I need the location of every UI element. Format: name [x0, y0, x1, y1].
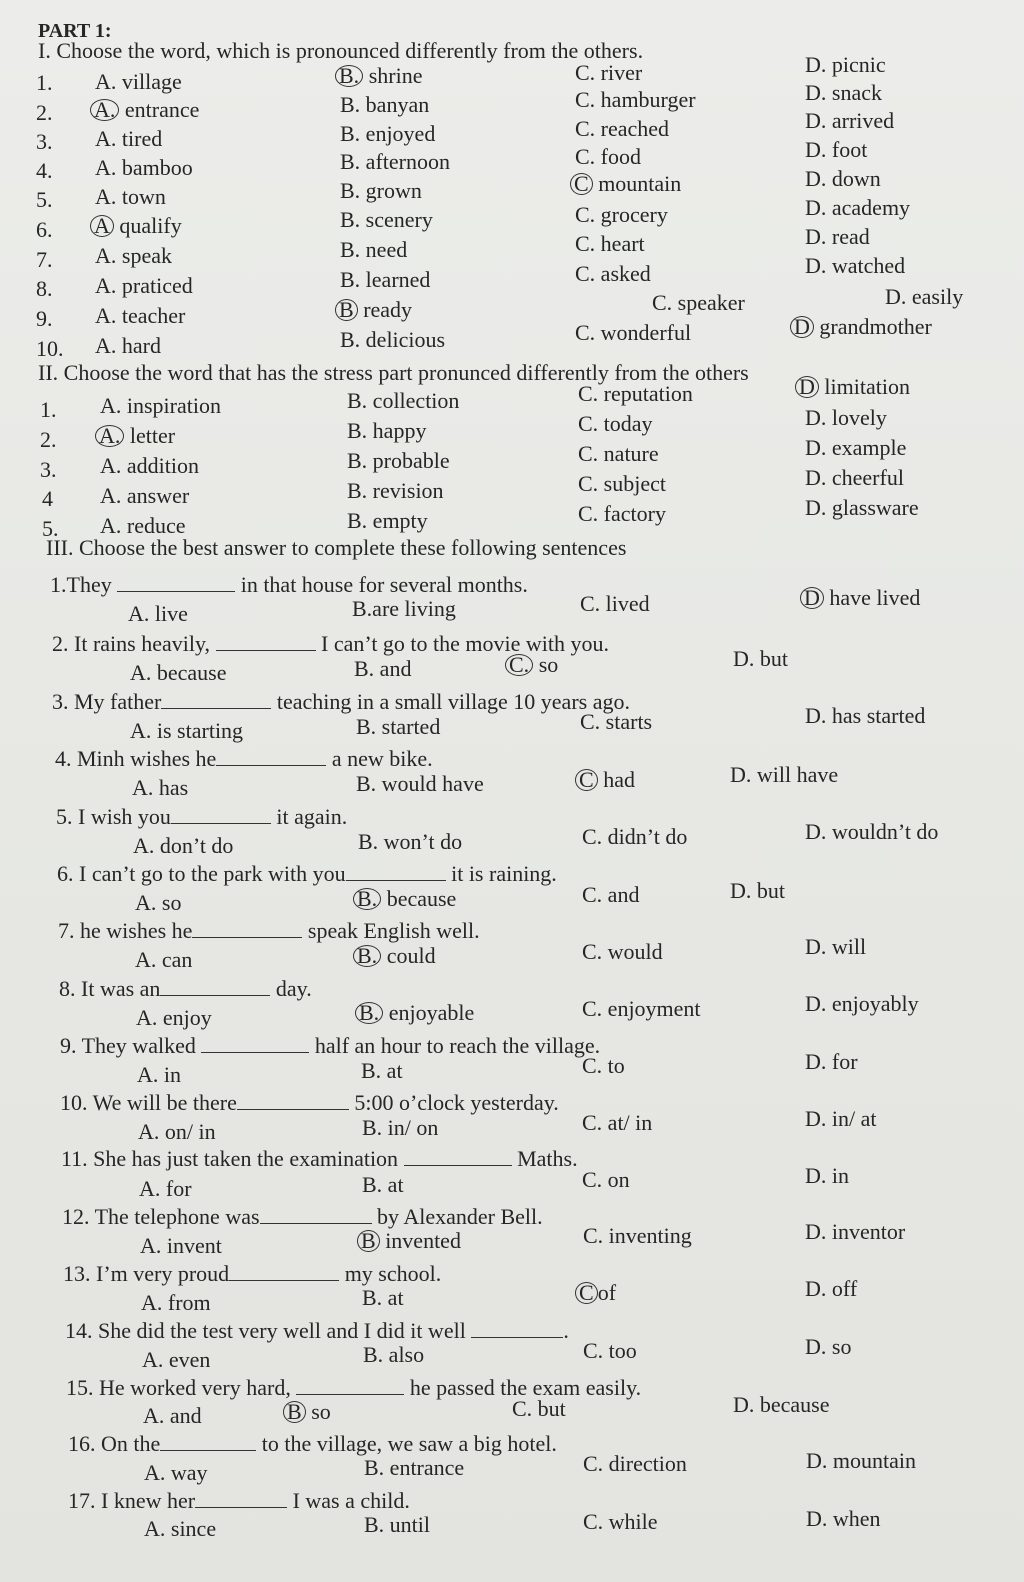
selected-answer-circle: B — [283, 1401, 306, 1423]
answer-blank[interactable] — [237, 1091, 349, 1110]
option-c: C. didn’t do — [582, 824, 688, 849]
option-a: A. even — [142, 1347, 211, 1372]
option-b: B. entrance — [364, 1455, 465, 1480]
question-stem: 17. I knew her I was a child. — [68, 1488, 410, 1513]
option-b: B so — [288, 1399, 331, 1425]
option-d: D have lived — [805, 585, 920, 611]
selected-answer-circle: A. — [90, 99, 119, 121]
question-stem: 5. I wish you it again. — [56, 804, 348, 829]
option-d: D. but — [730, 878, 785, 903]
option-b: B. until — [364, 1512, 431, 1537]
answer-blank[interactable] — [192, 919, 302, 938]
option-a: A. can — [135, 947, 193, 972]
option-c: C. too — [583, 1338, 637, 1363]
option-b: B. afternoon — [340, 149, 450, 174]
option-d: D. easily — [885, 284, 964, 309]
option-c: C. nature — [578, 441, 659, 466]
option-a: A. invent — [140, 1233, 222, 1258]
question-number: 1. — [36, 70, 53, 95]
option-a: A. letter — [100, 423, 175, 449]
option-c: C. factory — [578, 501, 666, 526]
question-stem: 4. Minh wishes he a new bike. — [55, 746, 433, 771]
selected-answer-circle: B. — [353, 888, 381, 910]
section1-heading: I. Choose the word, which is pronounced differently from the others. — [38, 38, 644, 63]
option-c: C mountain — [575, 171, 681, 197]
option-c: C. and — [582, 882, 640, 907]
option-d: D grandmother — [795, 314, 932, 340]
answer-blank[interactable] — [216, 632, 316, 651]
question-number: 1. — [40, 397, 57, 422]
option-b: B. won’t do — [358, 829, 463, 854]
option-b: B. could — [358, 943, 436, 969]
option-d: D. foot — [805, 137, 868, 162]
question-stem: 10. We will be there 5:00 o’clock yesterday. — [60, 1090, 559, 1115]
option-d: D limitation — [800, 374, 910, 400]
option-b: B. in/ on — [362, 1115, 439, 1140]
question-number: 5. — [36, 187, 53, 212]
option-a: A. is starting — [130, 718, 244, 743]
option-c: C. reputation — [578, 381, 693, 406]
answer-blank[interactable] — [117, 573, 235, 592]
option-c: C. at/ in — [582, 1110, 653, 1135]
option-b: B. enjoyable — [360, 1000, 474, 1026]
option-a: A. live — [128, 601, 188, 626]
option-b: B. also — [363, 1342, 425, 1367]
question-number: 8. — [36, 276, 53, 301]
question-stem: 13. I’m very proud my school. — [63, 1261, 442, 1286]
answer-blank[interactable] — [346, 862, 446, 881]
option-c: C. would — [582, 939, 663, 964]
option-a: A. village — [95, 69, 182, 94]
question-number: 2. — [40, 427, 57, 452]
selected-answer-circle: C — [575, 1282, 598, 1304]
option-c: C. wonderful — [575, 320, 692, 345]
answer-blank[interactable] — [161, 690, 271, 709]
option-c: C. to — [582, 1053, 625, 1078]
option-d: D. because — [733, 1392, 830, 1417]
option-a: A. has — [132, 775, 189, 800]
question-number: 2. — [36, 100, 53, 125]
option-a: A. for — [139, 1176, 192, 1201]
question-stem: 12. The telephone was by Alexander Bell. — [62, 1204, 543, 1229]
option-a: A. on/ in — [138, 1119, 216, 1144]
option-c: C. grocery — [575, 202, 668, 227]
selected-answer-circle: D — [795, 376, 819, 398]
option-c: C. today — [578, 411, 653, 436]
question-number: 3. — [40, 457, 57, 482]
answer-blank[interactable] — [201, 1034, 309, 1053]
option-c: C. enjoyment — [582, 996, 701, 1021]
answer-blank[interactable] — [195, 1489, 287, 1508]
part-title: PART 1: — [38, 20, 112, 42]
answer-blank[interactable] — [296, 1376, 404, 1395]
option-b: B. learned — [340, 267, 431, 292]
option-b: B. shrine — [340, 63, 422, 89]
selected-answer-circle: B — [357, 1230, 380, 1252]
answer-blank[interactable] — [216, 747, 326, 766]
option-b: B. revision — [347, 478, 444, 503]
question-stem: 15. He worked very hard, he passed the exam easily. — [66, 1375, 642, 1400]
option-a: A. in — [137, 1062, 181, 1087]
option-a: A. bamboo — [95, 155, 193, 180]
selected-answer-circle: B. — [353, 945, 381, 967]
option-a: A. enjoy — [136, 1005, 212, 1030]
option-d: D. lovely — [805, 405, 887, 430]
option-d: D. read — [805, 224, 870, 249]
option-c: C. subject — [578, 471, 666, 496]
question-stem: 3. My father teaching in a small village 10 years ago. — [52, 689, 630, 714]
option-b: B. scenery — [340, 207, 433, 232]
option-a: A qualify — [95, 213, 182, 239]
option-d: D. but — [733, 646, 788, 671]
question-stem: 16. On the to the village, we saw a big hotel. — [68, 1431, 557, 1456]
option-c: C. asked — [575, 261, 651, 286]
option-a: A. since — [144, 1516, 217, 1541]
option-b: B. enjoyed — [340, 121, 436, 146]
option-b: B invented — [362, 1228, 461, 1254]
selected-answer-circle: A. — [95, 425, 124, 447]
option-d: D. academy — [805, 195, 911, 220]
selected-answer-circle: B. — [355, 1002, 383, 1024]
option-d: D. cheerful — [805, 465, 904, 490]
selected-answer-circle: D — [790, 316, 814, 338]
option-c: C. but — [512, 1396, 566, 1421]
option-c: C. hamburger — [575, 87, 696, 112]
option-d: D. example — [805, 435, 907, 460]
option-a: A. way — [144, 1460, 208, 1485]
option-d: D. down — [805, 166, 881, 191]
answer-blank[interactable] — [471, 1319, 563, 1338]
option-b: B. at — [362, 1172, 404, 1197]
option-a: A. addition — [100, 453, 199, 478]
option-a: A. reduce — [100, 513, 186, 538]
option-a: A. speak — [95, 243, 172, 268]
question-number: 7. — [36, 247, 53, 272]
option-a: A. praticed — [95, 273, 193, 298]
option-a: A. entrance — [95, 97, 199, 123]
option-c: C. inventing — [583, 1223, 692, 1248]
option-b: B.are living — [352, 596, 456, 621]
answer-blank[interactable] — [160, 1432, 256, 1451]
option-d: D. arrived — [805, 108, 895, 133]
option-b: B. empty — [347, 508, 428, 533]
answer-blank[interactable] — [171, 805, 271, 824]
answer-blank[interactable] — [404, 1147, 512, 1166]
question-stem: 7. he wishes he speak English well. — [58, 918, 480, 943]
option-c: C of — [580, 1280, 616, 1306]
question-number: 10. — [36, 336, 64, 361]
option-b: B. need — [340, 237, 408, 262]
option-a: A. town — [95, 184, 166, 209]
option-a: A. inspiration — [100, 393, 221, 418]
option-b: B ready — [340, 297, 412, 323]
answer-blank[interactable] — [229, 1262, 339, 1281]
section2-heading: II. Choose the word that has the stress part pronunced differently from the others — [38, 360, 749, 385]
option-d: D. for — [805, 1049, 858, 1074]
option-b: B. because — [358, 886, 456, 912]
option-c: C. lived — [580, 591, 650, 616]
section3-heading: III. Choose the best answer to complete these following sentences — [46, 535, 627, 560]
option-c: C. reached — [575, 116, 670, 141]
option-a: A. teacher — [95, 303, 186, 328]
option-c: C. while — [583, 1509, 658, 1534]
question-number: 4 — [42, 486, 53, 511]
option-b: B. banyan — [340, 92, 430, 117]
option-d: D. will — [805, 934, 867, 959]
question-stem: 9. They walked half an hour to reach the village. — [60, 1033, 601, 1058]
option-b: B. would have — [356, 771, 484, 796]
option-b: B. collection — [347, 388, 460, 413]
option-c: C had — [580, 767, 635, 793]
option-d: D. picnic — [805, 52, 886, 77]
option-d: D. glassware — [805, 495, 919, 520]
option-d: D. snack — [805, 80, 882, 105]
option-a: A. because — [130, 660, 227, 685]
option-b: B. happy — [347, 418, 427, 443]
selected-answer-circle: B. — [335, 65, 363, 87]
option-d: D. in — [805, 1163, 849, 1188]
option-c: C. food — [575, 144, 641, 169]
selected-answer-circle: D — [800, 587, 824, 609]
selected-answer-circle: C — [575, 769, 598, 791]
question-number: 3. — [36, 129, 53, 154]
option-d: D. mountain — [806, 1448, 916, 1473]
option-b: B. and — [354, 656, 412, 681]
option-a: A. so — [135, 890, 182, 915]
question-number: 4. — [36, 158, 53, 183]
option-c: C. so — [510, 652, 558, 678]
option-d: D. enjoyably — [805, 991, 919, 1016]
selected-answer-circle: B — [335, 299, 358, 321]
option-a: A. from — [141, 1290, 211, 1315]
selected-answer-circle: A — [90, 215, 114, 237]
question-number: 5. — [42, 516, 59, 541]
option-c: C. direction — [583, 1451, 687, 1476]
option-c: C. river — [575, 60, 643, 85]
option-d: D. wouldn’t do — [805, 819, 939, 844]
selected-answer-circle: C. — [505, 654, 533, 676]
option-b: B. at — [361, 1058, 403, 1083]
option-b: B. grown — [340, 178, 422, 203]
option-b: B. delicious — [340, 327, 446, 352]
option-c: C. on — [582, 1167, 630, 1192]
question-stem: 8. It was an day. — [59, 976, 312, 1001]
question-number: 9. — [36, 306, 53, 331]
question-stem: 1.They in that house for several months. — [50, 572, 528, 597]
option-d: D. will have — [730, 762, 839, 787]
selected-answer-circle: C — [570, 173, 593, 195]
option-d: D. in/ at — [805, 1106, 877, 1131]
option-a: A. and — [143, 1403, 202, 1428]
option-b: B. probable — [347, 448, 450, 473]
option-d: D. when — [806, 1506, 881, 1531]
option-a: A. don’t do — [133, 833, 234, 858]
option-a: A. answer — [100, 483, 190, 508]
option-a: A. hard — [95, 333, 161, 358]
option-b: B. at — [362, 1285, 404, 1310]
question-stem: 6. I can’t go to the park with you it is raining. — [57, 861, 557, 886]
option-b: B. started — [356, 714, 441, 739]
question-stem: 11. She has just taken the examination Maths. — [61, 1146, 578, 1171]
option-c: C. heart — [575, 231, 645, 256]
option-d: D. off — [805, 1276, 858, 1301]
question-stem: 2. It rains heavily, I can’t go to the movie with you. — [52, 631, 610, 656]
option-d: D. so — [805, 1334, 852, 1359]
option-c: C. starts — [580, 709, 653, 734]
option-c: C. speaker — [652, 290, 745, 315]
answer-blank[interactable] — [160, 977, 270, 996]
option-a: A. tired — [95, 126, 163, 151]
question-stem: 14. She did the test very well and I did it well . — [65, 1318, 569, 1343]
option-d: D. inventor — [805, 1219, 906, 1244]
question-number: 6. — [36, 217, 53, 242]
option-d: D. has started — [805, 703, 926, 728]
answer-blank[interactable] — [260, 1205, 372, 1224]
option-d: D. watched — [805, 253, 906, 278]
